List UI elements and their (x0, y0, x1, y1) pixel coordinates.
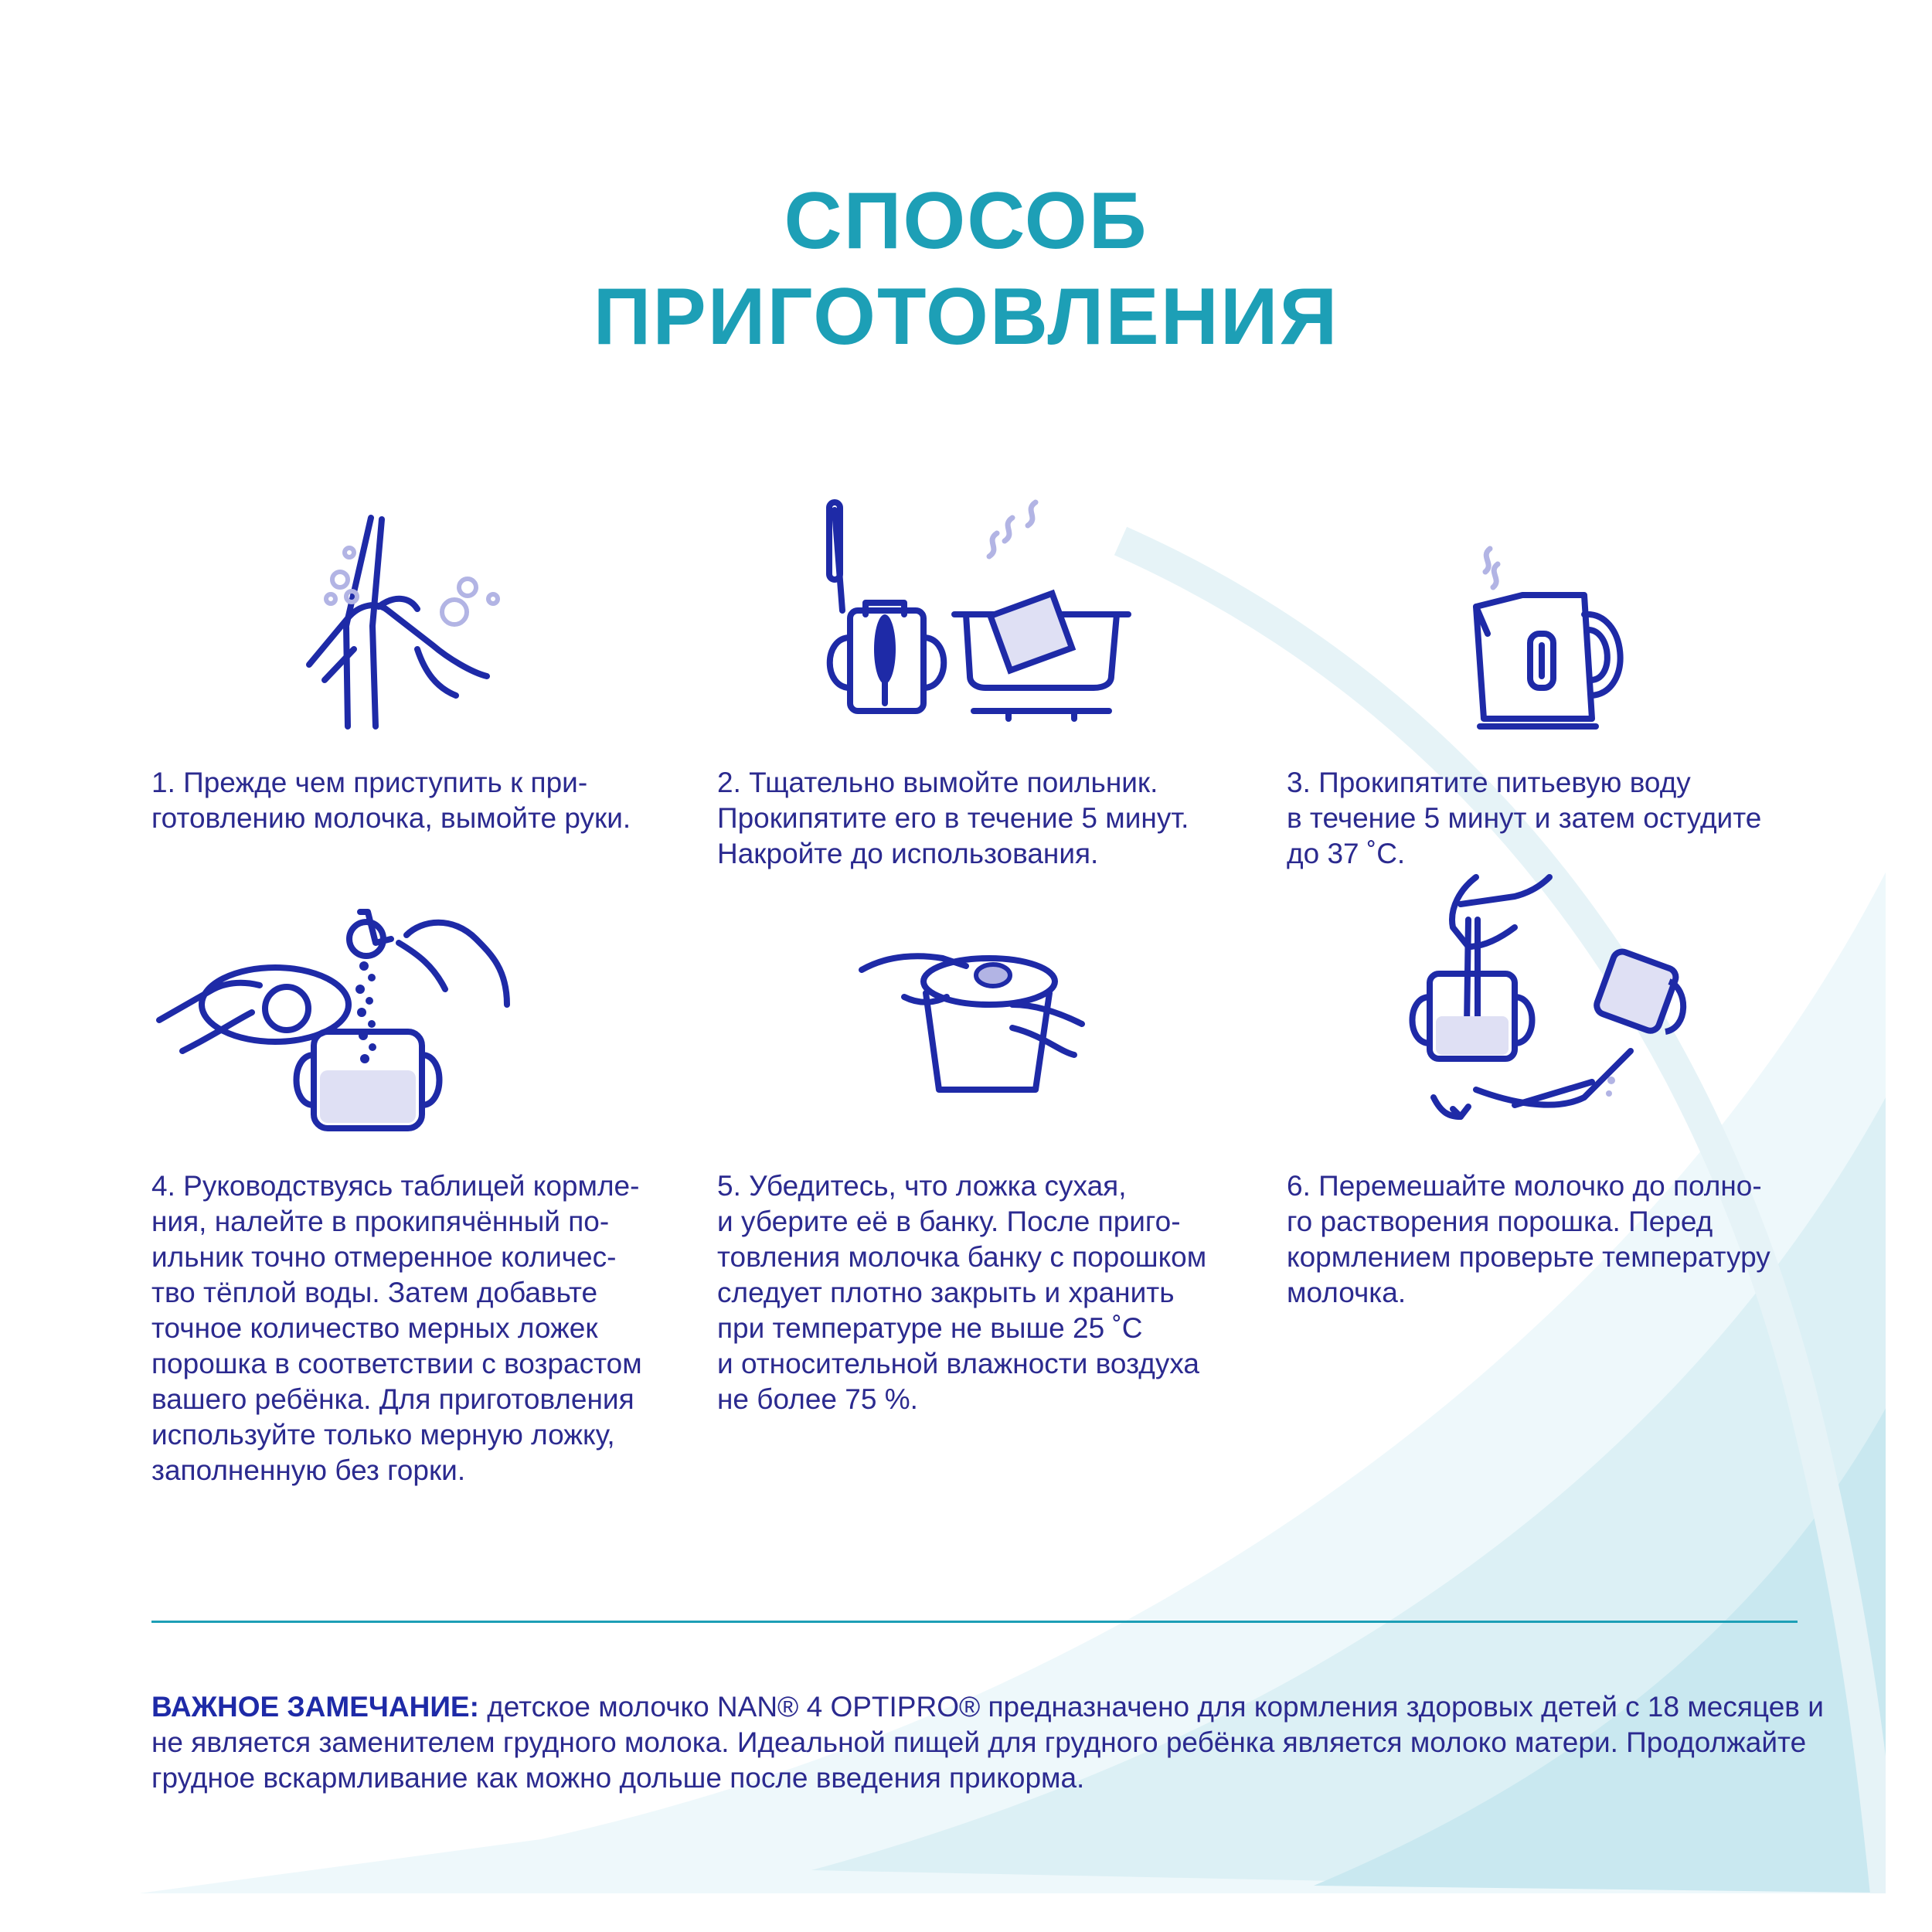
cup-brush-pot-icon (819, 495, 1144, 726)
important-note-label: ВАЖНОЕ ЗАМЕЧАНИЕ: (151, 1691, 479, 1723)
hand-washing-icon (301, 510, 518, 734)
dry-spoon-jar-icon (858, 951, 1090, 1105)
section-divider (151, 1621, 1798, 1623)
powder-measure-icon (151, 904, 515, 1136)
step-3-text: 3. Прокипятите питьевую воду в течение 5 минут и затем остудите до 37 ˚С. (1287, 767, 1762, 869)
step-5-text: 5. Убедитесь, что ложка сухая, и уберите её в банку. После приго- товления молочка банку с порошком следует плотно закрыть и хранить при температуре не выше 25 ˚С и относительной влажности воздуха не более 75 %. (717, 1170, 1207, 1415)
step-2-text: 2. Тщательно вымойте поильник. Прокипятите его в течение 5 минут. Накройте до использования. (717, 767, 1189, 869)
important-note-text: детское молочко NAN® 4 OPTIPRO® предназначено для кормления здоровых детей с 18 месяцев и не является заменителем грудного молока. Идеальной пищей для грудного ребёнка является молоко матери. Продолжайте грудное вскармливание как можно дольше после введения прикорма. (151, 1691, 1824, 1794)
page-title-line1: СПОСОБ (784, 176, 1148, 266)
important-note (151, 1689, 1836, 1796)
kettle-icon (1468, 541, 1638, 734)
stir-check-temperature-icon (1406, 873, 1692, 1136)
page-title-line2: ПРИГОТОВЛЕНИЯ (593, 272, 1339, 362)
step-1-text: 1. Прежде чем приступить к при- готовлению молочка, вымойте руки. (151, 767, 631, 834)
step-4-text: 4. Руководствуясь таблицей кормле- ния, налейте в прокипячённый по- ильник точно отмеренное количес- тво тёплой воды. Затем добавьте точное количество мерных ложек порошка в соответствии с возрастом вашего ребёнка. Для приготовления используйте только мерную ложку, заполненную без горки. (151, 1170, 642, 1486)
step-6-text: 6. Перемешайте молочко до полно- го растворения порошка. Перед кормлением проверьте температуру молочка. (1287, 1170, 1770, 1308)
